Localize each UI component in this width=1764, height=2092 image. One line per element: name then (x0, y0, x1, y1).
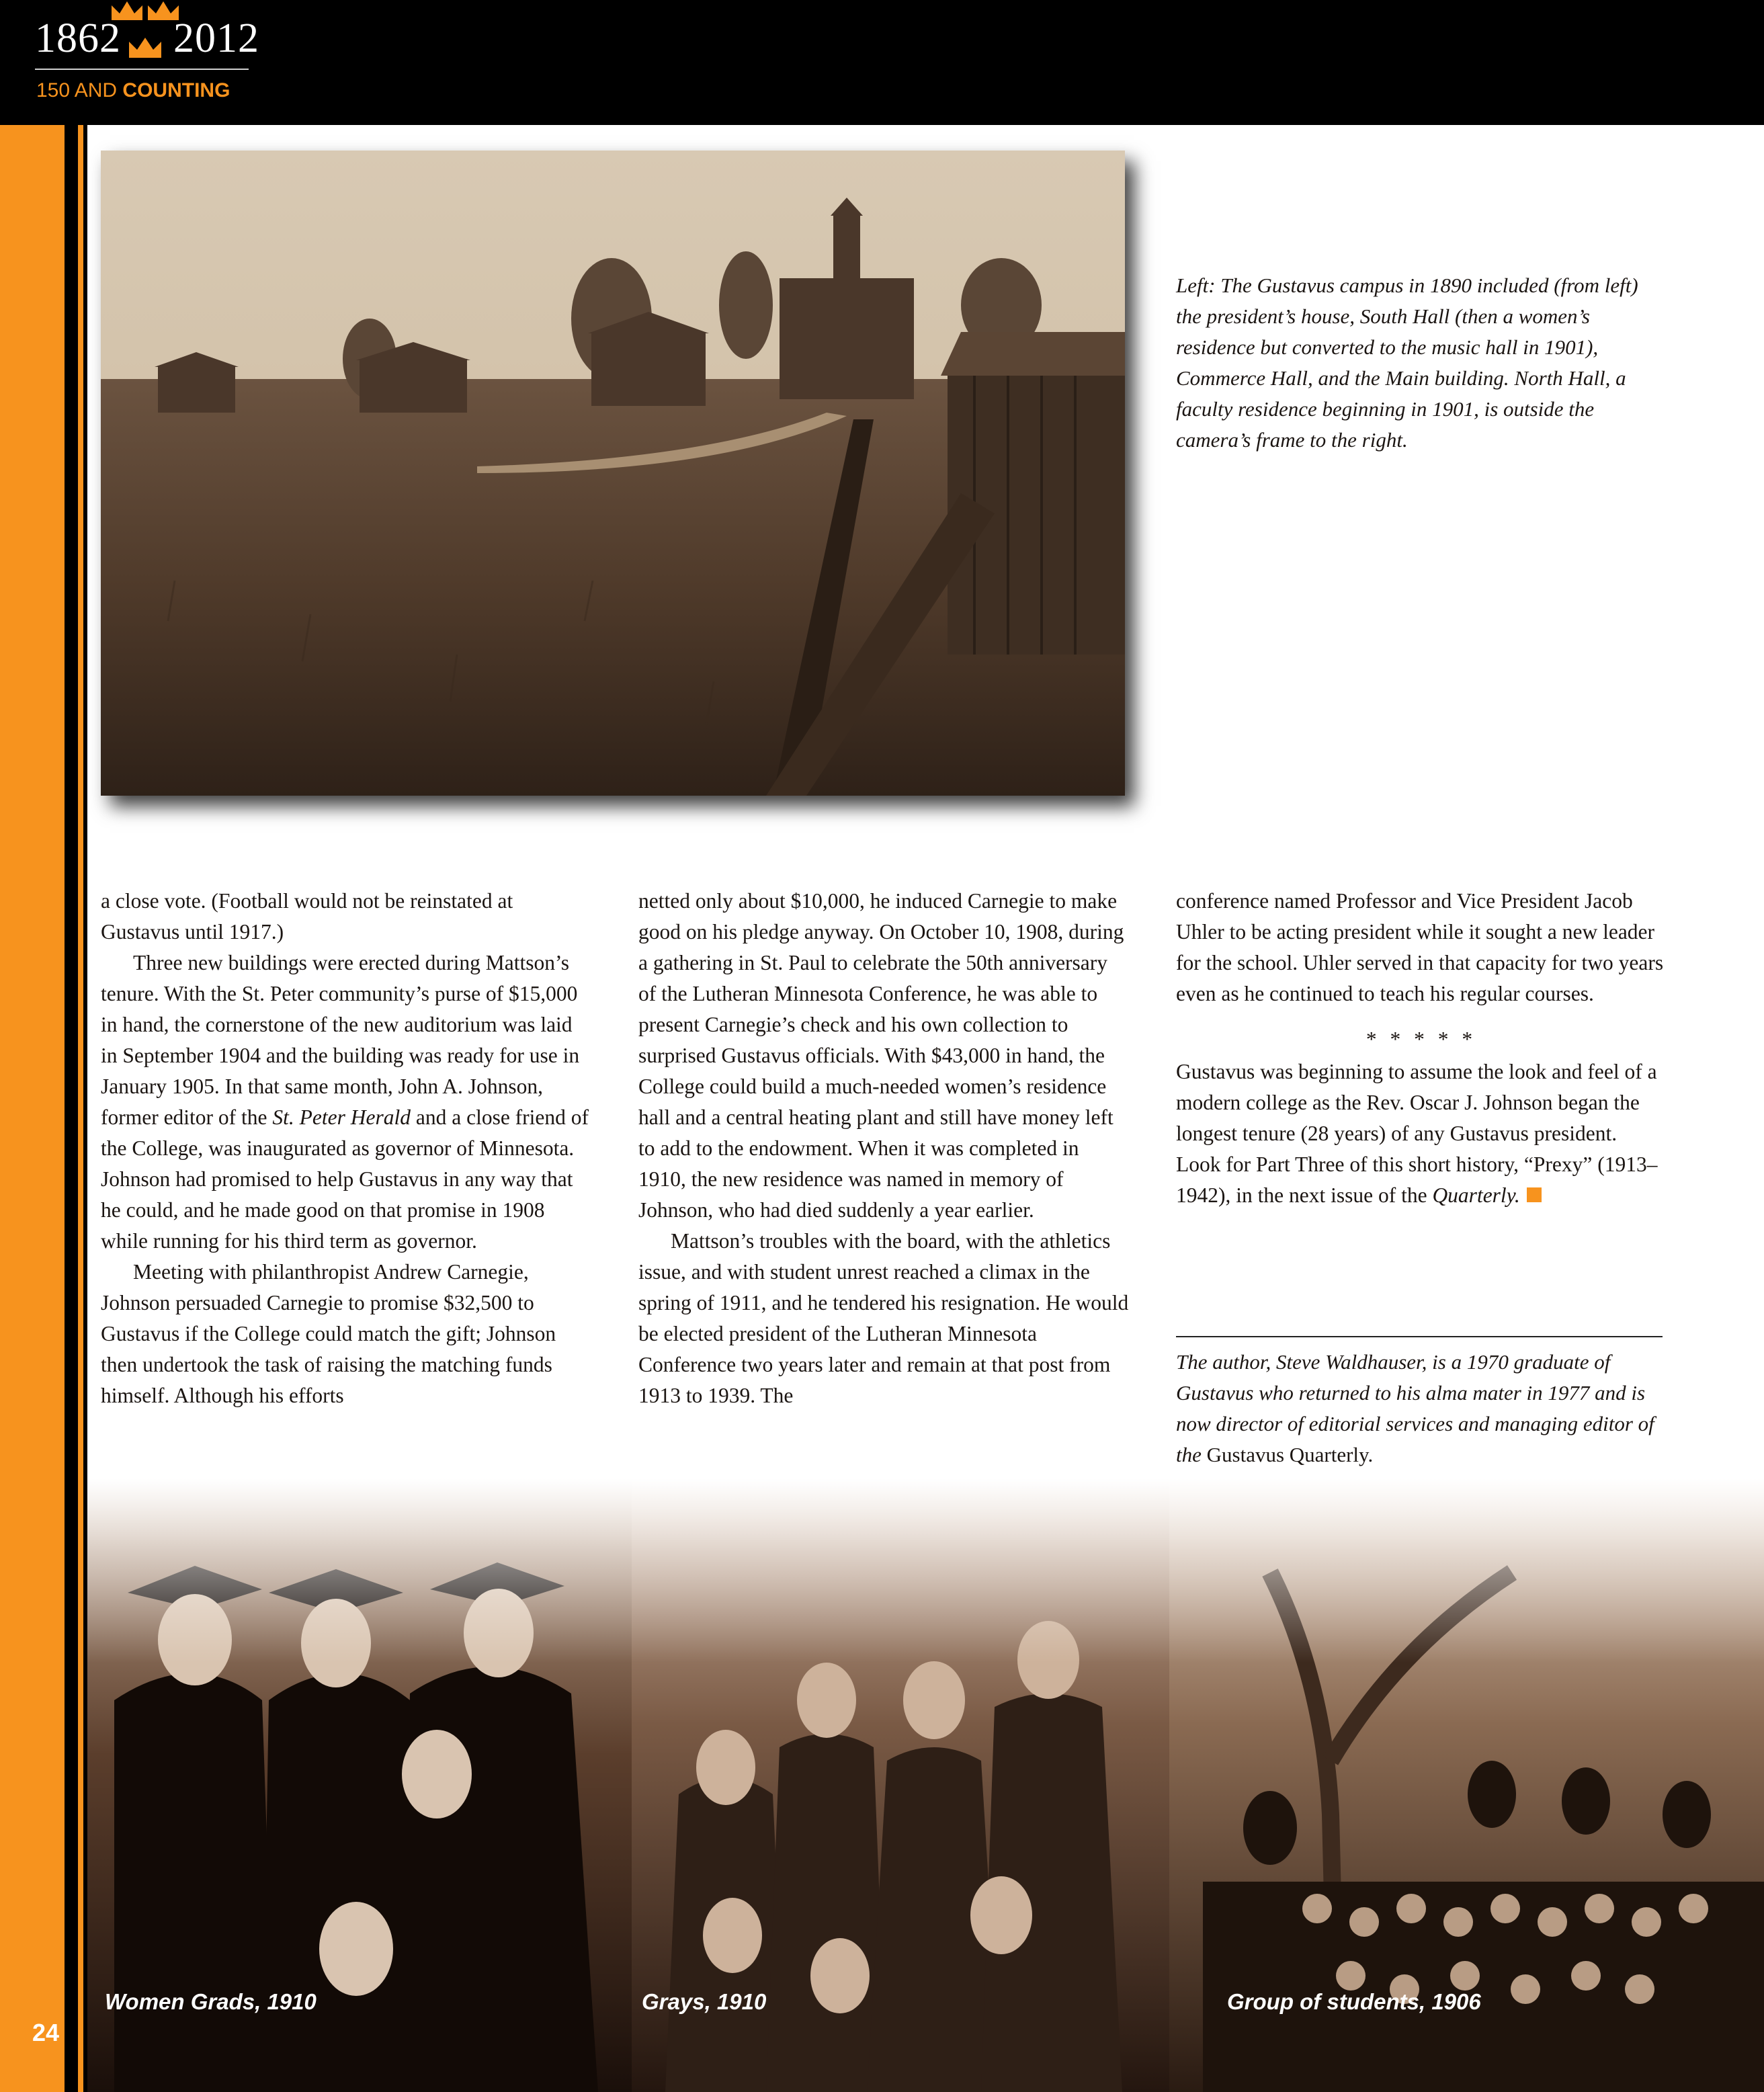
section-break: * * * * * (1366, 1028, 1477, 1051)
tagline-bold: COUNTING (122, 79, 230, 101)
paragraph-text: and a close friend of the College, was inaugurated as governor of Minnesota. Johnson had promised to help Gustavus in any way that he could, and he made good on that promise in 1908 while running for his third term as governor. (101, 1105, 589, 1253)
photo-caption-group-of-students: Group of students, 1906 (1227, 1989, 1481, 2014)
page-number: 24 (32, 2019, 60, 2046)
crown-icon (126, 35, 164, 60)
historic-photos-strip (87, 1478, 1764, 2092)
left-rail-black (65, 125, 78, 2092)
paragraph-text: Gustavus was beginning to assume the look and feel of a modern college as the Rev. Oscar J. Johnson began the longest tenure (28 years) of any Gustavus president. Look for Part Three of this short history, “Prexy” (1913–1942), in the next issue of the (1176, 1060, 1658, 1207)
article-column-3 (1176, 886, 1667, 1211)
masthead-divider (35, 69, 249, 70)
left-rail-orange (0, 125, 65, 2092)
campus-photo-1890 (101, 151, 1125, 796)
paragraph: Mattson’s troubles with the board, with the athletics issue, and with student unrest reached a climax in the spring of 1911, and he tendered his resignation. He would be elected president of the Lutheran Minnesota Conference two years later and remain at that post from 1913 to 1939. The (638, 1229, 1129, 1407)
end-mark-icon (1527, 1187, 1542, 1202)
publication-title: Gustavus Quarterly. (1206, 1443, 1374, 1466)
photo-caption-grays: Grays, 1910 (642, 1989, 767, 2014)
author-note (1176, 1347, 1667, 1470)
tagline-plain: 150 AND (36, 79, 123, 101)
year-end: 2012 (173, 15, 259, 61)
photo-caption-women-grads: Women Grads, 1910 (105, 1989, 317, 2014)
paragraph: a close vote. (Football would not be reinstated at Gustavus until 1917.) (101, 889, 513, 944)
paragraph: netted only about $10,000, he induced Carnegie to make good on his pledge anyway. On October 10, 1908, during a gathering in St. Paul to celebrate the 50th anniversary of the Lutheran Minnesota Conference, he was able to present Carnegie’s check and his own collection to surprised Gustavus officials. With $43,000 in hand, the College could build a much-needed women’s residence hall and a central heating plant and still have money left to add to the endowment. When it was completed in 1910, the new residence was named in memory of Johnson, who had died suddenly a year earlier. (638, 889, 1124, 1222)
paragraph-text: Three new buildings were erected during Mattson’s tenure. With the St. Peter community’s purse of $15,000 in hand, the cornerstone of the new auditorium was laid in September 1904 and the building was ready for use in January 1905. In that same month, John A. Johnson, former editor of the (101, 951, 580, 1129)
paragraph (101, 948, 591, 1257)
author-note-divider (1176, 1336, 1663, 1337)
newspaper-title: St. Peter Herald (272, 1105, 411, 1129)
masthead-tagline (36, 79, 230, 102)
paragraph: Meeting with philanthropist Andrew Carnegie, Johnson persuaded Carnegie to promise $32,500 to Gustavus if the College could match the gift; Johnson then undertook the task of raising the matching funds himself. Although his efforts (101, 1260, 556, 1407)
year-start: 1862 (35, 15, 121, 61)
article-column-2 (638, 886, 1129, 1411)
left-rail-orange-stripe (78, 125, 83, 2092)
paragraph: conference named Professor and Vice President Jacob Uhler to be acting president while it sought a new leader for the school. Uhler served in that capacity for two years even as he continued to teach his regular courses. (1176, 889, 1664, 1005)
publication-title: Quarterly. (1432, 1183, 1520, 1207)
paragraph (1176, 1056, 1667, 1211)
author-note-text: The author, Steve Waldhauser, is a 1970 graduate of Gustavus who returned to his alma mater in 1977 and is now director of editorial services and managing editor of the (1176, 1350, 1654, 1466)
photo-caption: Left: The Gustavus campus in 1890 included (from left) the president’s house, South Hall (then a women’s residence but converted to the music hall in 1901), Commerce Hall, and the Main building. North Hall, a faculty residence beginning in 1901, is outside the camera’s frame to the right. (1176, 274, 1638, 452)
masthead-bar (0, 0, 1764, 125)
article-column-1 (101, 886, 591, 1411)
